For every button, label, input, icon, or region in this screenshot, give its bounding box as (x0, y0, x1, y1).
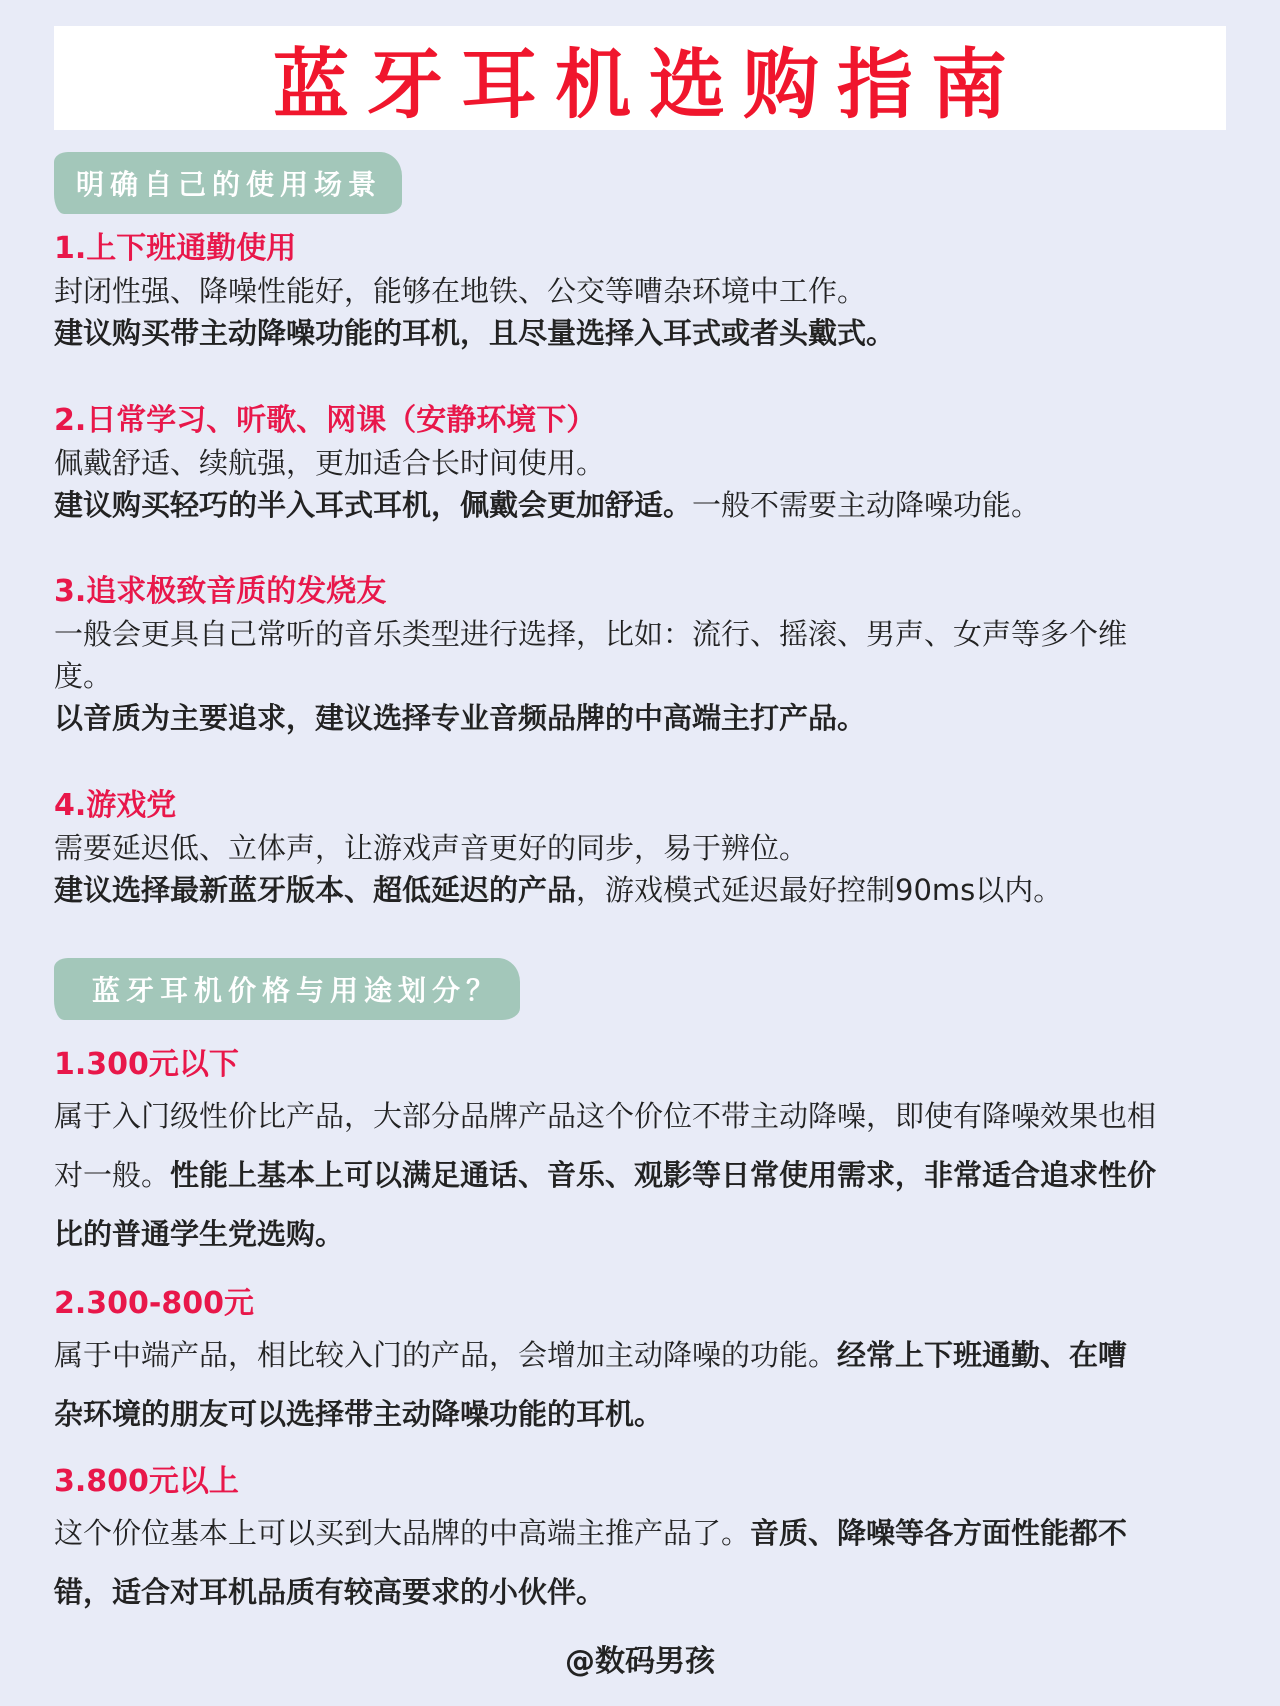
price-tier-description (54, 1504, 1174, 1622)
scenario-item-3 (54, 571, 1226, 739)
scenario-recommendation: 建议选择最新蓝牙版本、超低延迟的产品 (54, 873, 577, 907)
scenario-note: 一般不需要主动降噪功能。 (692, 488, 1041, 522)
scenario-recommendation-line (54, 484, 1226, 526)
scenario-item-2 (54, 400, 1226, 526)
price-tier-description (54, 1326, 1134, 1444)
scenario-recommendation: 建议购买轻巧的半入耳式耳机，佩戴会更加舒适。 (54, 488, 693, 522)
section-tag-price-usage: 蓝牙耳机价格与用途划分？ (54, 958, 520, 1020)
scenario-note: ，游戏模式延迟最好控制90ms以内。 (576, 873, 1063, 907)
page-title: 蓝牙耳机选购指南 (273, 39, 1025, 129)
price-tier-normal: 属于中端产品，相比较入门的产品，会增加主动降噪的功能。 (54, 1338, 838, 1372)
price-tier-heading: 1.300元以下 (54, 1047, 239, 1082)
scenario-description: 佩戴舒适、续航强，更加适合长时间使用。 (54, 446, 606, 480)
price-tier-2 (54, 1282, 1226, 1444)
price-tier-heading: 3.800元以上 (54, 1464, 239, 1499)
price-tier-highlight: 性能上基本上可以满足通话、音乐、观影等日常使用需求，非常适合追求性价比的普通学生党选购。 (54, 1158, 1157, 1251)
scenario-heading: 3.追求极致音质的发烧友 (54, 574, 387, 609)
scenario-description: 一般会更具自己常听的音乐类型进行选择，比如：流行、摇滚、男声、女声等多个维度。 (54, 617, 1128, 693)
scenario-description: 需要延迟低、立体声，让游戏声音更好的同步，易于辨位。 (54, 831, 809, 865)
author-signature: @数码男孩 (565, 1644, 715, 1679)
scenario-item-1 (54, 228, 1226, 354)
price-tier-1 (54, 1043, 1226, 1264)
scenario-heading: 4.游戏党 (54, 788, 177, 823)
price-tier-highlight: 经常上下班通勤、在嘈杂环境的朋友可以选择带主动降噪功能的耳机。 (54, 1338, 1128, 1431)
section-tag-usage-scenarios: 明确自己的使用场景 (54, 152, 402, 214)
scenario-recommendation: 以音质为主要追求，建议选择专业音频品牌的中高端主打产品。 (54, 701, 867, 735)
price-tier-heading: 2.300-800元 (54, 1286, 254, 1321)
scenario-heading: 2.日常学习、听歌、网课（安静环境下） (54, 403, 597, 438)
scenario-item-4 (54, 785, 1226, 911)
price-tier-3 (54, 1460, 1226, 1622)
scenario-heading: 1.上下班通勤使用 (54, 231, 297, 266)
scenario-recommendation: 建议购买带主动降噪功能的耳机，且尽量选择入耳式或者头戴式。 (54, 316, 896, 350)
price-tier-normal: 属于入门级性价比产品，大部分品牌产品这个价位不带主动降噪，即使有降噪效果也相对一般。 (54, 1099, 1157, 1192)
scenario-recommendation-line (54, 869, 1226, 911)
price-tier-description (54, 1087, 1174, 1264)
price-tier-highlight: 音质、降噪等各方面性能都不错，适合对耳机品质有较高要求的小伙伴。 (54, 1516, 1128, 1609)
price-tier-normal: 这个价位基本上可以买到大品牌的中高端主推产品了。 (54, 1516, 751, 1550)
scenario-description: 封闭性强、降噪性能好，能够在地铁、公交等嘈杂环境中工作。 (54, 274, 867, 308)
title-banner (54, 26, 1226, 130)
